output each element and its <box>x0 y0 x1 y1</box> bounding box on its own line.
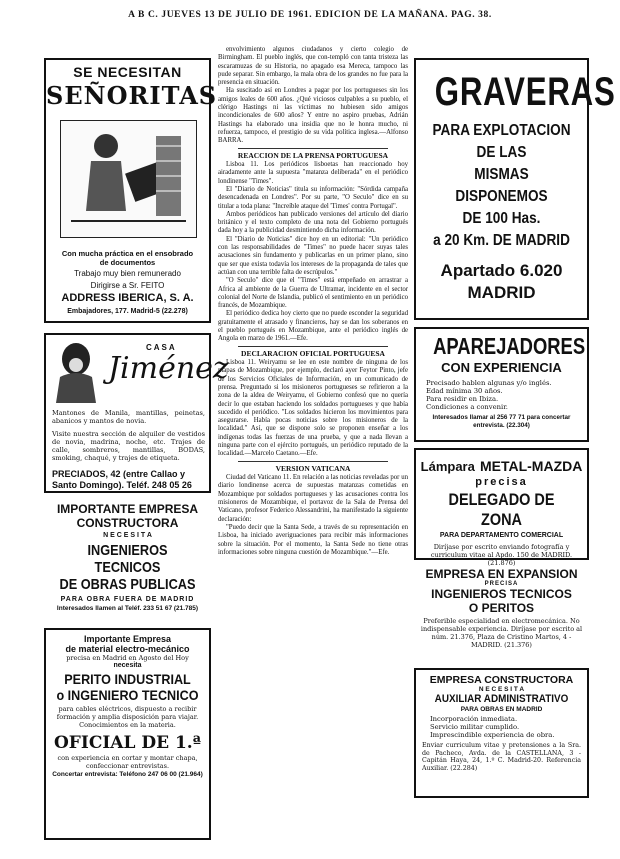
ad-importante-role2: DE OBRAS PUBLICAS <box>59 576 196 593</box>
ad-senoritas-line2: de documentos <box>99 258 156 267</box>
list-item: Incorporación inmediata. <box>430 715 518 723</box>
ad-expansion-role2: O PERITOS <box>468 601 535 615</box>
news-heading-vaticana: VERSION VATICANA <box>275 463 351 473</box>
ad-senoritas-company: ADDRESS IBERICA, S. A. <box>61 292 194 304</box>
ad-perito-line1: Importante Empresa <box>83 634 172 644</box>
ad-constructora-sub: PARA OBRAS EN MADRID <box>460 706 543 713</box>
news-paragraph: Ha suscitado así en Londres a pagar por los portugueses sin los amigos leales de 600 años. ¿Qué viciosos culpables a su pueblo, el clérigo Hastings ni las víctimas no hubiesen sido amigos incondicionales de 600 años? Y entre no aspiro pruebas, Adrián Hastings ha elaborado una insidia que no le honra mucho, ni refuerza, tampoco, el prestigio de su vida política inglesa.—Alfonso BARRA. <box>218 87 408 145</box>
news-heading-declaracion: DECLARACION OFICIAL PORTUGUESA <box>241 348 385 358</box>
ad-perito-desc2: con experiencia en cortar y montar chapa, confeccionar entrevistas. <box>57 754 198 770</box>
list-item: Condiciones a convenir. <box>426 403 508 411</box>
ad-perito-industrial <box>44 628 211 840</box>
news-paragraph: "O Seculo" dice que el "Times" está empeñado en arrastrar a Africa al ambiente de la Guerra de Ultramar, incidente en el sector colonial del Norte de Islandia, publicó el sentimiento en un periódico francés, de Mozambique. <box>218 277 408 310</box>
ad-aparejadores <box>414 327 589 442</box>
ad-senoritas-line1: Con mucha práctica en el ensobrado <box>61 249 194 258</box>
list-item: Edad mínima 30 años. <box>426 387 503 395</box>
ad-lampara-title-row <box>416 456 587 475</box>
ad-expansion-text: Preferible especialidad en electromecánica. No indispensable experiencia. Diríjase por escrito al núm. 21.376, Plaza de Cristino Martos, 4 - MADRID. (21.376) <box>420 617 583 649</box>
ad-graveras-line5: a 20 Km. DE MADRID <box>433 232 570 249</box>
ad-senoritas-title2: SEÑORITAS <box>46 81 218 110</box>
section-divider <box>238 346 388 347</box>
ad-jimenez-name: Jiménez <box>108 351 229 386</box>
ad-aparejadores-title: APAREJADORES <box>433 333 586 359</box>
ad-senoritas <box>44 58 218 323</box>
list-item: Imprescindible experiencia de obra. <box>430 731 555 739</box>
ad-perito-contact: Concertar entrevista: Teléfono 247 06 00 (21.964) <box>52 771 203 778</box>
ad-constructora-contact: Enviar curriculum vitae y pretensiones a la Sra. de Pacheco, Avda. de la CASTELLANA, 3 - Capitán Haya, 24, 1.º C. Madrid-20. Referencia Auxiliar. (22.284) <box>422 742 581 772</box>
list-item: Para residir en Ibiza. <box>426 395 499 403</box>
news-paragraph: Ciudad del Vaticano 11. En relación a las noticias reveladas por un diario londinense acerca de supuestas matanzas cometidas en Mozambique por soldados portugueses y las acusaciones contra los misioneros de Mozambique, el portavoz de la Sala de Prensa del Vaticano, profesor Federico Alessandrini, ha manifestado la siguiente declaración: <box>218 474 408 523</box>
ad-graveras-city: MADRID <box>467 283 536 302</box>
ad-importante-title1: IMPORTANTE EMPRESA <box>56 502 199 516</box>
ad-empresa-expansion <box>414 565 589 663</box>
page-header: A B C. JUEVES 13 DE JULIO DE 1961. EDICION DE LA MAÑANA. PAG. 38. <box>128 10 492 20</box>
news-paragraph: Ambos periódicos han publicado versiones del artículo del diario británico y el texto completo de una nota del Gobierno portugués dada hoy a la publicidad desmintiendo dicha información. <box>218 210 408 235</box>
ad-senoritas-line4: Dirigirse a Sr. FEITO <box>90 281 165 290</box>
ad-lampara-title1: Lámpara <box>420 459 475 474</box>
news-heading-reaccion: REACCION DE LA PRENSA PORTUGUESA <box>237 150 389 160</box>
ad-graveras-line3: MISMAS DISPONEMOS <box>455 166 548 205</box>
ad-lampara-title2: METAL-MAZDA <box>479 458 583 474</box>
ad-lampara-contact: Diríjase por escrito enviando fotografía y curriculum vitae al Apdo. 150 de MADRID. (21.876) <box>430 543 573 567</box>
ad-jimenez-casa: CASA <box>146 343 177 352</box>
ad-lampara-precisa: precisa <box>475 476 528 488</box>
news-column <box>218 46 408 846</box>
ad-constructora-role: AUXILIAR ADMINISTRATIVO <box>434 693 569 705</box>
news-paragraph: El periódico dedica hoy cierto que no puede esconder la seguridad gratuitamente el atrasado y financieros, hay se dan los soberanos en el pueblo portugués en Mozambique, ante el periódico inglés de Angola en marzo de 1961.—Efe. <box>218 310 408 343</box>
ad-graveras-line1: PARA EXPLOTACION <box>432 122 571 139</box>
ad-lampara-dept: PARA DEPARTAMENTO COMERCIAL <box>439 532 564 539</box>
ad-aparejadores-contact: Interesados llamar al 256 77 71 para concertar entrevista. (22.304) <box>432 414 571 429</box>
ad-importante-necesita: N E C E S I T A <box>103 532 152 539</box>
ad-perito-role3: OFICIAL DE 1.ª <box>53 733 201 753</box>
ad-senoritas-address: Embajadores, 177. Madrid-5 (22.278) <box>67 308 188 315</box>
news-paragraph: Lisboa 11. Weiryamu se lee en este nombre de ninguna de los mapas de Mozambique, por ejemplo, declaró ayer Feytor Pinto, jefe de los Servicios Oficiales de Información, en un comunicado de prensa. Preguntado si los misioneros portugueses se refirieron a la zona de la aldea de Weiryamu, el Gobierno confesó que no quería decir lo que estaban haciendo los soldados portugueses y que había sucedido el periódico. "Los soldados hicieron los movimientos para asegurarse. Había pocas noticias sobre los misioneros de la localidad." Así, que se dispone solo se proponen enseñar a los indígenas todas las fuerzas de una prueba, y que a nada llevan a ninguna parte con el ejército portugués, un periódico reputado de la localidad.—Marcelo Caetano.—Efe. <box>218 359 408 458</box>
ad-senoritas-title1: SE NECESITAN <box>73 64 182 80</box>
ad-importante-title2: CONSTRUCTORA <box>76 516 179 530</box>
news-paragraph: envolvimiento algunos ciudadanos y cierto colegio de Birmingham. El pueblo inglés, que con-templó con tanta tristeza las escaramuzas de su Historia, no apagado esa Mereca, tampoco las pude separar. Sin embargo, la mala obra de los grandes no fue para la presencia en situación. <box>218 46 408 87</box>
ad-jimenez-text2: Visite nuestra sección de alquiler de vestidos de novia, madrina, noche, etc. Trajes de calle, sombreros, mantillas, BODAS, smoking, chaqué, y trajes de etiqueta. <box>52 430 205 462</box>
ad-jimenez-text1: Mantones de Manila, mantillas, peinetas, abanicos y mantos de novia. <box>52 409 205 425</box>
ad-expansion-role1: INGENIEROS TECNICOS <box>431 587 572 601</box>
ad-senoritas-line3: Trabajo muy bien remunerado <box>74 269 181 278</box>
ad-perito-line4: necesita <box>113 662 142 669</box>
news-paragraph: "Puedo decir que la Santa Sede, a través de su representación en Lisboa, ha iniciado averiguaciones para recibir más informaciones sobre la situación. Por el momento, la Santa Sede no tiene otras informaciones sobre ninguna cuestión de Mozambique."—Efe. <box>218 523 408 556</box>
list-item: Servicio militar cumplido. <box>430 723 520 731</box>
list-item: Precisado hablen algunas y/o inglés. <box>426 379 552 387</box>
ad-lampara-role: DELEGADO DE ZONA <box>448 490 555 529</box>
ad-graveras-line2: DE LAS <box>476 144 527 161</box>
ad-aparejadores-list <box>416 376 587 411</box>
woman-mantilla-illustration <box>52 341 100 403</box>
ad-perito-desc: para cables eléctricos, dispuesto a recibir formación y amplia disposición para viajar. Conocimientos en la materia. <box>56 705 199 729</box>
ad-perito-line2: de material electro-mecánico <box>65 644 190 654</box>
ad-graveras-apartado: Apartado 6.020 <box>440 261 563 280</box>
ad-perito-role1: PERITO INDUSTRIAL <box>64 671 191 687</box>
ad-importante-contact: Interesados llamen al Teléf. 233 51 67 (21.785) <box>56 605 199 612</box>
ad-perito-role2: o INGENIERO TECNICO <box>56 687 199 703</box>
ad-importante-sub: PARA OBRA FUERA DE MADRID <box>60 596 195 603</box>
ad-graveras <box>414 58 616 320</box>
section-divider <box>238 461 388 462</box>
news-paragraph: El "Diario de Noticias" titula su información: "Sórdida campaña desencadenada en Londres". Por su parte, "O Seculo" dice en su titular a toda plana: "Increíble ataque del 'Times' contra Portugal". <box>218 185 408 210</box>
ad-constructora-title: EMPRESA CONSTRUCTORA <box>429 674 574 686</box>
news-paragraph: El "Diario de Noticias" dice hoy en un editorial: "Un periódico con las responsabilidades de "Times" no puede hacer suyas tales acusaciones sin fundamento y publicarlas en un primer plano, sino que ser que exista todavía los intereses de la propaganda de tales que actúan con una terrible falta de escrúpulos." <box>218 235 408 276</box>
woman-envelopes-illustration <box>60 120 197 238</box>
ad-constructora-list <box>416 713 587 739</box>
section-divider <box>238 148 388 149</box>
ad-casa-jimenez <box>44 333 229 493</box>
ad-expansion-precisa: PRECISA <box>484 581 519 587</box>
ad-expansion-title: EMPRESA EN EXPANSION <box>425 567 578 581</box>
ad-graveras-title: GRAVERAS <box>434 70 616 114</box>
ad-constructora-necesita: N E C E S I T A <box>478 686 525 693</box>
ad-aparejadores-sub: CON EXPERIENCIA <box>441 360 562 375</box>
ad-graveras-line4: DE 100 Has. <box>462 210 541 227</box>
ad-empresa-constructora <box>414 668 589 798</box>
ad-lampara-metal-mazda <box>414 448 589 567</box>
ad-importante-empresa <box>44 502 211 624</box>
ad-importante-role1: INGENIEROS TECNICOS <box>87 542 168 576</box>
news-paragraph: Lisboa 11. Los periódicos lisboetas han reaccionado hoy airadamente ante la supuesta "matanza deliberada" en el periódico londinense "Times". <box>218 161 408 185</box>
ad-perito-line3: precisa en Madrid en Agosto del Hoy <box>66 654 189 662</box>
ad-jimenez-address: PRECIADOS, 42 (entre Callao y Santo Domingo). Teléf. 248 05 26 <box>52 469 192 490</box>
